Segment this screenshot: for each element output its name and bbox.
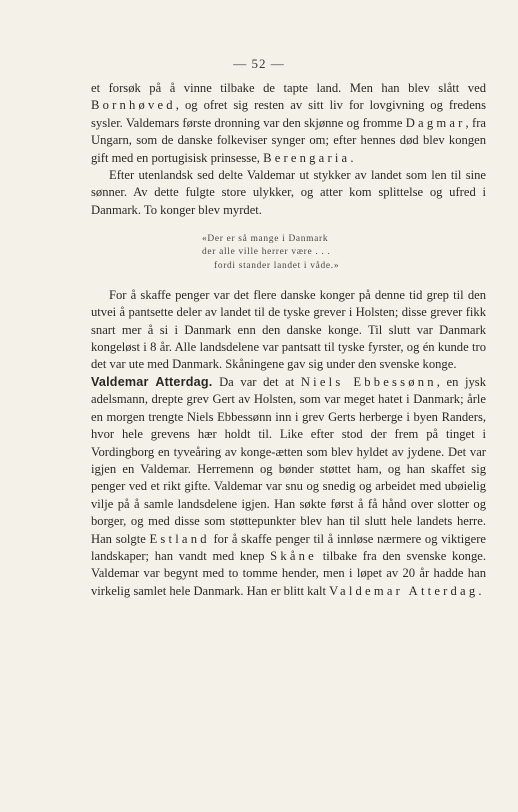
text-run: . (350, 150, 354, 165)
place-name-bornhoved: Bornhøved (91, 98, 176, 113)
place-name-estland: Estland (149, 531, 210, 546)
verse-quote (91, 233, 486, 273)
person-name-berengaria: Berengaria (263, 150, 351, 165)
person-name-dagmar: Dagmar (405, 115, 466, 130)
person-name-valdemar-atterdag: Valdemar Atterdag (329, 583, 479, 598)
page-number: — 52 — (233, 56, 285, 71)
body-text (91, 80, 486, 600)
place-name-skane: Skåne (270, 548, 317, 563)
text-run: tilbake fra den svenske konge. Valdemar var begynt med to tomme hender, men i løpet av 20 år hadde han virkelig samlet hele Danmark. Han er blitt kalt (91, 548, 486, 598)
text-run: , og ofret sig resten av sitt liv for lovgivning og fredens sysler. Valdemars første dronning var den skjønne og fromme (91, 98, 486, 130)
text-run: . (478, 583, 482, 598)
text-run: , fra Ungarn, som de danske folkeviser synger om; efter hennes død blev kongen gift med en portugisisk prinsesse, (91, 115, 486, 165)
text-run: Da var det at (212, 374, 301, 389)
verse-line: fordi stander landet i våde.» (214, 260, 340, 271)
text-run: , en jysk adelsmann, drepte grev Gert av Holsten, som var meget hatet i Danmark; årle en morgen trengte Niels Ebbessønn inn i grev Gerts herberge i byen Randers, hvor hele grevens hær holdt til. Like efter stod der frem på tinget i Vordingborg en tyveåring av konge-ætten som blev hyldet av jydene. Det var igjen en Valdemar. Herremenn og bønder støttet ham, og han skaffet sig penger ved et rikt gifte. Valdemar var snu og snedig og arbeidet med ubøielig vilje på å samle landsdelene igjen. Han søkte først å få hånd over slotter og borger, og med disse som støttepunkter blev han til slutt hele landets herre. Han solgte (91, 374, 487, 546)
verse-line: der alle ville herrer være . . . (202, 247, 331, 258)
section-heading: Valdemar Atterdag. (91, 374, 213, 389)
verse-line: «Der er så mange i Danmark (202, 234, 329, 245)
person-name-niels-ebbessonn: Niels Ebbessønn (300, 374, 437, 389)
paragraph: For å skaffe penger var det flere danske konger på denne tid grep til den utvei å pantsette deler av landet til de tyske grever i Holsten; disse grever fikk snart mer å si i Danmark enn den danske konge. Til slutt var Danmark kongeløst i 8 år. Alle landsdelene var pantsatt til tyske fyrster, og én kunde tro det var ute med Danmark. Skåningene gav sig under den svenske konge. (91, 287, 486, 372)
paragraph: Efter utenlandsk sed delte Valdemar ut stykker av landet som len til sine sønner. Av dette fulgte store ulykker, og atter kom splittelse og ufred i Danmark. To konger blev myrdet. (91, 168, 486, 217)
text-run: for å skaffe penger til å innløse nærmere og viktigere landskaper; han vandt med knep (91, 531, 486, 563)
paragraph (91, 80, 486, 167)
text-run: et forsøk på å vinne tilbake de tapte land. Men han blev slått ved (91, 81, 486, 95)
paragraph (91, 374, 486, 600)
